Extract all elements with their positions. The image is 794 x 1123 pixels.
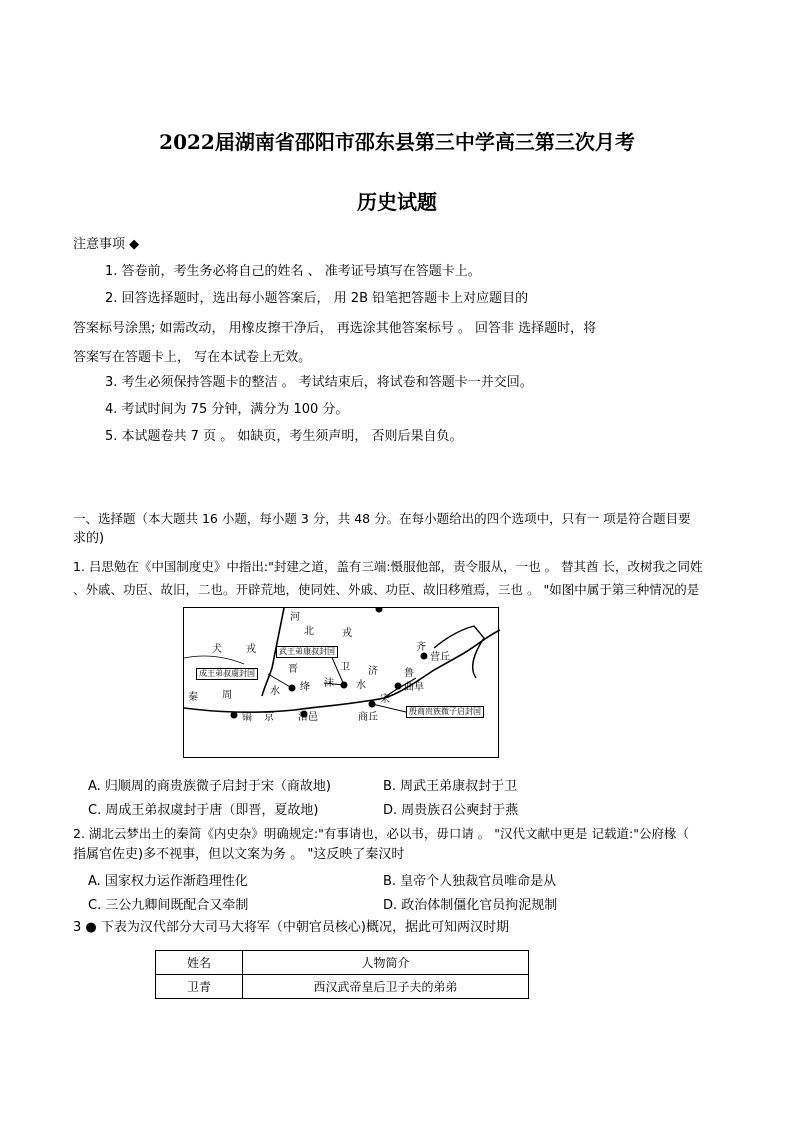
table-cell-name: 卫青 bbox=[156, 975, 243, 999]
section1-line2: 求的) bbox=[73, 531, 105, 546]
q2-option-d: D. 政治体制僵化官员拘泥规制 bbox=[383, 898, 558, 913]
map-label: 商丘 bbox=[358, 712, 378, 723]
map-label: 卫 bbox=[340, 662, 350, 673]
map-label: 洛邑 bbox=[298, 712, 318, 723]
q3-table bbox=[155, 950, 529, 999]
map-label: 晋 bbox=[288, 664, 298, 675]
western-zhou-map bbox=[183, 607, 499, 758]
notice-item-3: 3. 考生必须保持答题卡的整洁 。 考试结束后，将试卷和答题卡一并交回。 bbox=[105, 375, 533, 390]
notice-item-4: 4. 考试时间为 75 分钟，满分为 100 分。 bbox=[105, 402, 349, 417]
notice-item-1: 1. 答卷前，考生务必将自己的姓名 、 准考证号填写在答题卡上。 bbox=[105, 264, 481, 279]
map-label: 宋 bbox=[380, 694, 390, 705]
notice-heading: 注意事项 ◆ bbox=[73, 237, 140, 252]
q1-option-d: D. 周贵族召公奭封于燕 bbox=[383, 803, 519, 818]
q1-option-c: C. 周成王弟叔虞封于唐（即晋，夏故地) bbox=[88, 803, 319, 818]
map-label: 曲阜 bbox=[404, 682, 424, 693]
map-box-label: 成王弟叔虞封国 bbox=[196, 668, 258, 680]
q2-option-c: C. 三公九卿间既配合又牵制 bbox=[88, 898, 249, 913]
map-label: 鲁 bbox=[404, 668, 414, 679]
notice-item-5: 5. 本试题卷共 7 页 。 如缺页，考生须声明， 否则后果自负。 bbox=[105, 429, 463, 444]
map-label: 京 bbox=[264, 712, 274, 723]
q1-stem-line2: 、外戚、功臣、故旧，二也。开辟荒地，使同姓、外戚、功臣、故旧移殖焉，三也 。 "如图中属于第三种情况的是 bbox=[73, 582, 700, 597]
map-label: 北 bbox=[304, 626, 314, 637]
q2-stem-line2: 指属官佐吏)多不视事，但以文案为务 。 "这反映了秦汉时 bbox=[73, 847, 405, 862]
map-label: 犬 bbox=[212, 644, 222, 655]
map-box-label: 殷商贵族微子启封国 bbox=[406, 706, 484, 718]
q1-option-a: A. 归顺周的商贵族微子启封于宋（商故地) bbox=[88, 779, 332, 794]
table-cell-profile: 西汉武帝皇后卫子夫的弟弟 bbox=[243, 975, 529, 999]
table-header-name: 姓名 bbox=[156, 951, 243, 975]
map-label: 济 bbox=[368, 666, 378, 677]
map-label: 周 bbox=[222, 690, 232, 701]
q2-option-b: B. 皇帝个人独裁官员唯命是从 bbox=[383, 874, 557, 889]
map-label: 戎 bbox=[246, 644, 256, 655]
map-label: 戎 bbox=[342, 628, 352, 639]
table-header-row bbox=[156, 951, 529, 975]
exam-subtitle: 历史试题 bbox=[357, 190, 437, 214]
q2-option-a: A. 国家权力运作渐趋理性化 bbox=[88, 874, 248, 889]
q3-stem: 3 ● 下表为汉代部分大司马大将军（中朝官员核心)概况，据此可知两汉时期 bbox=[73, 920, 509, 935]
q1-option-b: B. 周武王弟康叔封于卫 bbox=[383, 779, 518, 794]
map-label: 水 bbox=[356, 680, 366, 691]
map-box-label: 武王弟康叔封国 bbox=[276, 646, 338, 658]
map-label: 沫 bbox=[324, 678, 334, 689]
map-label: 水 bbox=[270, 686, 280, 697]
map-label: 绛 bbox=[300, 682, 310, 693]
q1-stem-line1: 1. 吕思勉在《中国制度史》中指出:"封建之道，盖有三端:慑服他部，责令服从，一也 。 替其酋 长，改树我之同姓 bbox=[73, 559, 703, 574]
section1-line1: 一、选择题（本大题共 16 小题，每小题 3 分，共 48 分。在每小题给出的四个选项中，只有一 项是符合题目要 bbox=[73, 511, 691, 526]
table-header-profile: 人物简介 bbox=[243, 951, 529, 975]
map-label: 营丘 bbox=[430, 652, 450, 663]
table-row bbox=[156, 975, 529, 999]
q2-stem-line1: 2. 湖北云梦出土的秦简《内史杂》明确规定:"有事请也，必以书，毋口请 。 "汉代文献中更是 记载道:"公府椽（ bbox=[73, 826, 689, 841]
map-label: 秦 bbox=[188, 692, 198, 703]
notice-item-2: 2. 回答选择题时，选出每小题答案后， 用 2B 铅笔把答题卡上对应题目的 bbox=[105, 291, 529, 306]
map-label: 河 bbox=[290, 612, 300, 623]
notice-item-2-cont: 答案标号涂黑; 如需改动， 用橡皮擦干净后， 再选涂其他答案标号 。 回答非 选择题时，将 bbox=[73, 321, 597, 336]
map-label: 齐 bbox=[416, 642, 426, 653]
map-label: 镐 bbox=[242, 712, 252, 723]
notice-item-2-cont2: 答案写在答题卡上， 写在本试卷上无效。 bbox=[73, 350, 312, 365]
exam-title: 2022届湖南省邵阳市邵东县第三中学高三第三次月考 bbox=[159, 130, 635, 154]
